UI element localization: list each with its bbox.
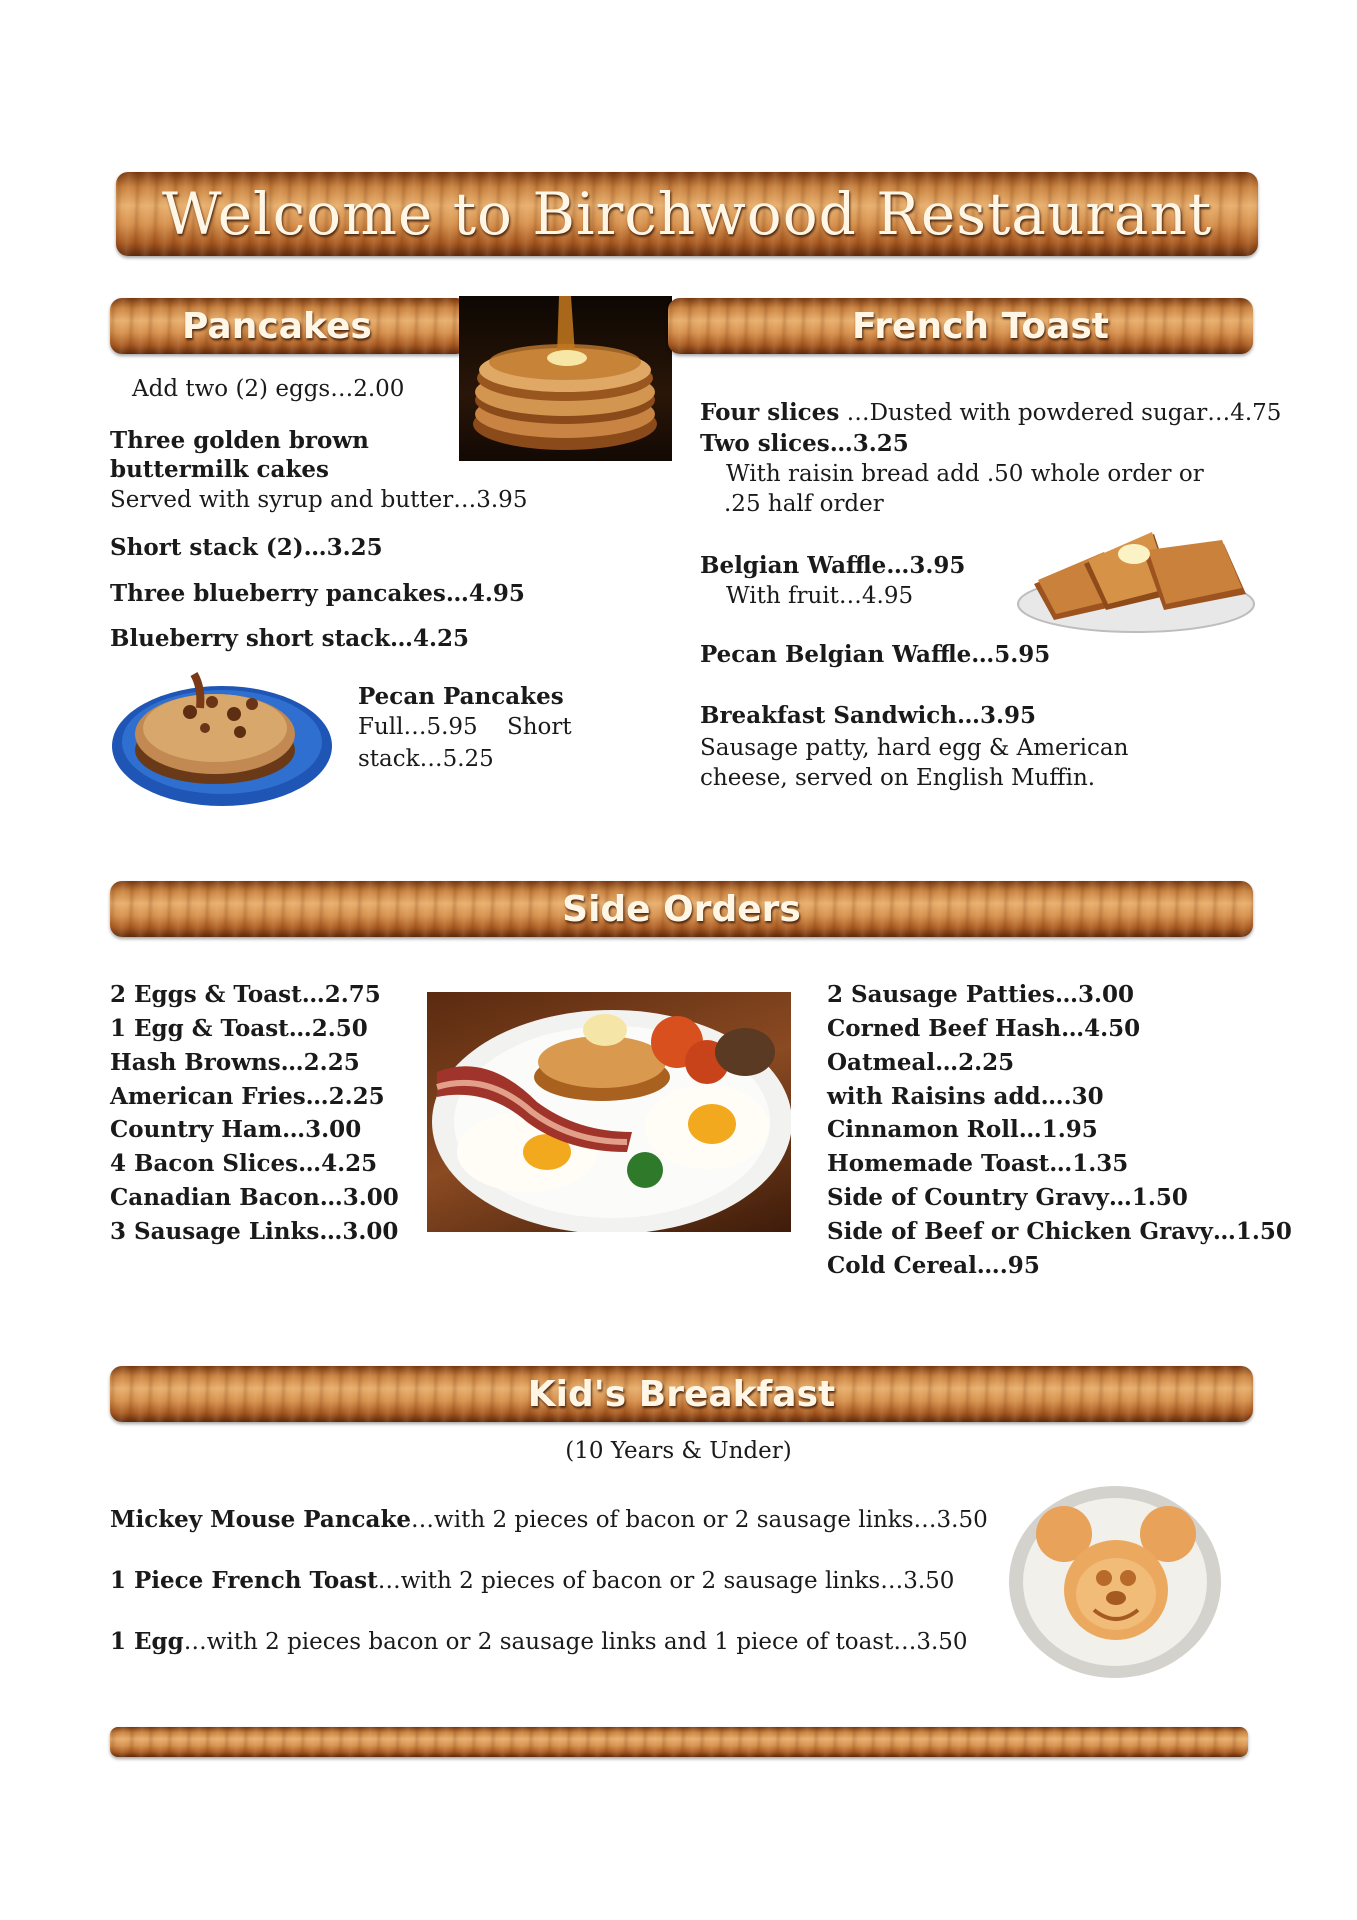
pecan-pancakes-line1: Full…5.95 Short [358, 714, 572, 740]
pecan-pancakes-line2: stack…5.25 [358, 746, 494, 772]
pancakes-banner [110, 298, 468, 354]
kids-breakfast-banner [110, 1366, 1253, 1422]
side-item: Canadian Bacon…3.00 [110, 1184, 399, 1211]
pancakes-heading: Pancakes [182, 305, 372, 347]
side-item: Country Ham…3.00 [110, 1116, 362, 1143]
page-title: Welcome to Birchwood Restaurant [161, 180, 1213, 248]
four-slices-text [700, 398, 1281, 428]
kids-item-desc: …with 2 pieces bacon or 2 sausage links and 1 piece of toast…3.50 [183, 1629, 968, 1655]
side-item: Oatmeal…2.25 [827, 1049, 1015, 1076]
kids-item-desc: …with 2 pieces of bacon or 2 sausage links…3.50 [377, 1568, 955, 1594]
with-fruit-text: With fruit…4.95 [726, 583, 914, 609]
side-item: with Raisins add….30 [827, 1083, 1104, 1110]
pecan-belgian-waffle-text: Pecan Belgian Waffle…5.95 [700, 641, 1051, 668]
pecan-pancakes-photo [110, 668, 335, 810]
side-orders-heading: Side Orders [562, 888, 801, 930]
header-banner [116, 172, 1258, 256]
pecan-pancakes-title: Pecan Pancakes [358, 683, 564, 710]
breakfast-plate-photo [427, 992, 791, 1232]
french-toast-heading: French Toast [851, 305, 1110, 347]
raisin-line1: With raisin bread add .50 whole order or [726, 461, 1204, 487]
side-item: Side of Beef or Chicken Gravy…1.50 [827, 1218, 1292, 1245]
kids-item-name: 1 Egg [110, 1628, 184, 1655]
side-item: Corned Beef Hash…4.50 [827, 1015, 1141, 1042]
raisin-line2: .25 half order [724, 491, 884, 517]
belgian-waffle-text: Belgian Waffle…3.95 [700, 552, 966, 579]
kids-item [110, 1505, 988, 1535]
add-eggs-text: Add two (2) eggs…2.00 [132, 376, 405, 402]
side-item: Homemade Toast…1.35 [827, 1150, 1129, 1177]
sandwich-desc-line2: cheese, served on English Muffin. [700, 765, 1096, 791]
mickey-pancake-photo [1006, 1482, 1224, 1682]
side-item: Side of Country Gravy…1.50 [827, 1184, 1188, 1211]
kids-breakfast-heading: Kid's Breakfast [527, 1373, 836, 1415]
side-item: American Fries…2.25 [110, 1083, 385, 1110]
kids-item-desc: …with 2 pieces of bacon or 2 sausage links…3.50 [411, 1507, 988, 1533]
side-item: 4 Bacon Slices…4.25 [110, 1150, 378, 1177]
kids-item-name: 1 Piece French Toast [110, 1567, 378, 1594]
side-item: Hash Browns…2.25 [110, 1049, 360, 1076]
blueberry-short-stack-text: Blueberry short stack…4.25 [110, 625, 470, 652]
kids-item-name: Mickey Mouse Pancake [110, 1506, 412, 1533]
served-with-text: Served with syrup and butter…3.95 [110, 487, 528, 513]
breakfast-sandwich-text: Breakfast Sandwich…3.95 [700, 702, 1037, 729]
side-item: 2 Eggs & Toast…2.75 [110, 981, 381, 1008]
french-toast-banner [668, 298, 1253, 354]
blueberry-pancakes-text: Three blueberry pancakes…4.95 [110, 580, 525, 607]
four-slices-label: Four slices [700, 399, 840, 426]
footer-banner [110, 1727, 1248, 1757]
kids-subtitle: (10 Years & Under) [565, 1438, 792, 1464]
golden-brown-line2: buttermilk cakes [110, 456, 329, 483]
side-item: 3 Sausage Links…3.00 [110, 1218, 399, 1245]
kids-item [110, 1627, 968, 1657]
four-slices-desc: …Dusted with powdered sugar…4.75 [839, 400, 1282, 426]
golden-brown-line1: Three golden brown [110, 427, 369, 454]
side-item: Cold Cereal….95 [827, 1252, 1040, 1279]
short-stack-text: Short stack (2)…3.25 [110, 534, 383, 561]
french-toast-photo [1014, 524, 1256, 634]
side-item: 2 Sausage Patties…3.00 [827, 981, 1134, 1008]
side-item: 1 Egg & Toast…2.50 [110, 1015, 368, 1042]
kids-item [110, 1566, 954, 1596]
two-slices-text: Two slices…3.25 [700, 430, 909, 457]
sandwich-desc-line1: Sausage patty, hard egg & American [700, 735, 1129, 761]
pancake-stack-photo [459, 296, 672, 461]
side-item: Cinnamon Roll…1.95 [827, 1116, 1098, 1143]
side-orders-banner [110, 881, 1253, 937]
